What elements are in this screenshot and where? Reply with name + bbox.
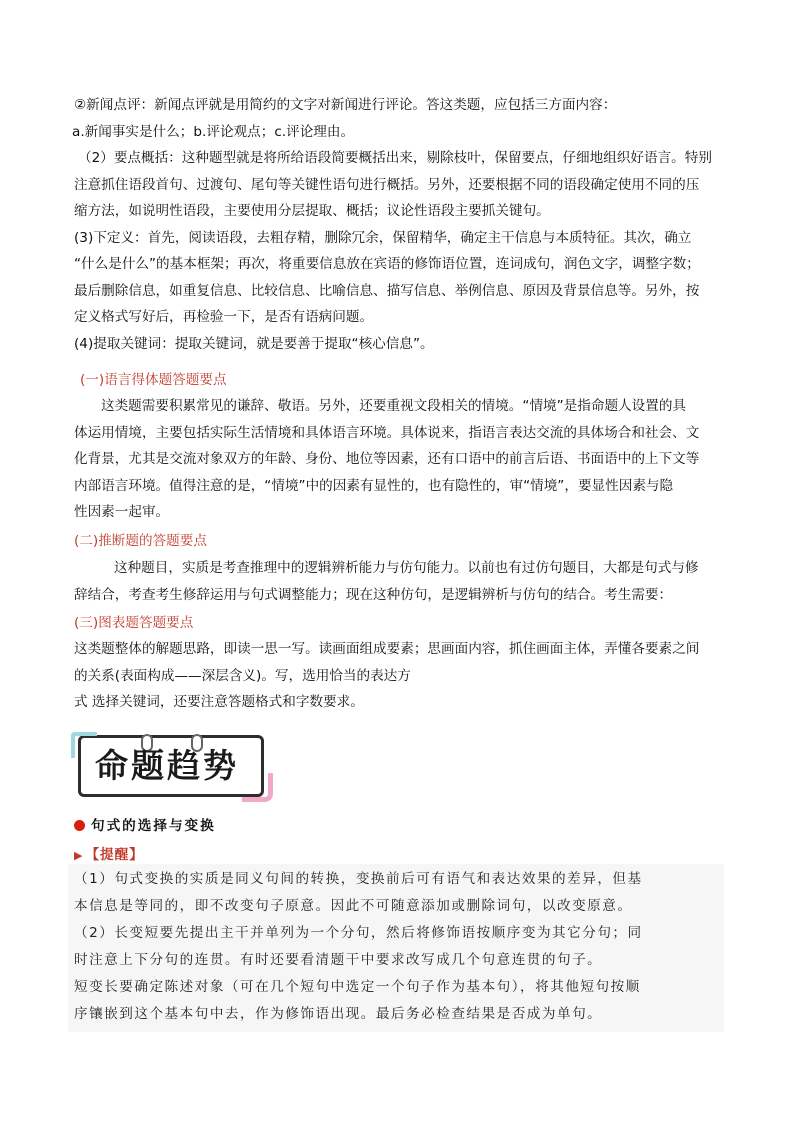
section1-paragraph: [74, 393, 722, 526]
banner-frame: [78, 735, 264, 797]
bullet-dot-icon: [74, 820, 85, 831]
text-line: 式 选择关键词，还要注意答题格式和字数要求。: [74, 694, 364, 710]
text-line: 性因素一起审。: [74, 504, 170, 520]
section-heading: (二)推断题的答题要点: [74, 533, 207, 549]
text-line: 最后删除信息，如重复信息、比较信息、比喻信息、描写信息、举例信息、原因及背景信息等。另外，按: [74, 282, 700, 299]
text-line: 化背景，尤其是交流对象双方的年龄、身份、地位等因素，还有口语中的前言后语、书面语中的上下文等: [74, 451, 700, 467]
text-line: 内部语言环境。值得注意的是，“情境”中的因素有显性的，也有隐性的，审“情境”，要显性因素与隐: [74, 477, 674, 494]
text-line: 辞结合，考查考生修辞运用与句式调整能力；现在这种仿句，是逻辑辨析与仿句的结合。考生需要：: [74, 586, 673, 603]
text-line: (4)提取关键词：提取关键词，就是要善于提取“核心信息”。: [74, 335, 434, 352]
text-line: 这类题整体的解题思路，即读一思一写。读画面组成要素；思画面内容，抓住画面主体，弄懂各要素之间: [74, 641, 700, 657]
text-line: 定义格式写好后，再检验一下，是否有语病问题。: [74, 309, 374, 325]
text-line: （1）句式变换的实质是同义句间的转换，变换前后可有语气和表达效果的差异，但基: [74, 871, 643, 887]
section-heading: (一)语言得体题答题要点: [80, 372, 227, 388]
tip-label: [74, 843, 144, 863]
text-line: 本信息是等同的，即不改变句子原意。因此不可随意添加或删除词句，以改变原意。: [74, 898, 633, 914]
text-line: 注意抓住语段首句、过渡句、尾句等关键性语句进行概括。另外，还要根据不同的语段确定使用不同的压: [74, 176, 700, 193]
text-line: （2）要点概括：这种题型就是将所给语段简要概括出来，剔除枝叶，保留要点，仔细地组织好语言。特别: [78, 150, 712, 166]
text-line: 缩方法，如说明性语段，主要使用分层提取、概括；议论性语段主要抓关键句。: [74, 203, 550, 219]
text-line: 时注意上下分句的连贯。有时还要看清题干中要求改写成几个句意连贯的句子。: [74, 952, 603, 968]
text-line: 这类题需要积累常见的谦辞、敬语。另外，还要重视文段相关的情境。“情境”是指命题人设置的具: [101, 398, 687, 414]
triangle-icon: ▶: [74, 849, 84, 862]
text-line: (3)下定义：首先，阅读语段，去粗存精，删除冗余，保留精华，确定主干信息与本质特征。其次，确立: [74, 229, 692, 246]
text-line: （2）长变短要先提出主干并单列为一个分句，然后将修饰语按顺序变为其它分句；同: [74, 925, 643, 941]
trend-section-title: [74, 814, 216, 834]
trend-title-text: 句式的选择与变换: [91, 818, 216, 834]
section3-paragraph: [74, 636, 722, 716]
text-line: 序镶嵌到这个基本句中去，作为修饰语出现。最后务必检查结果是否成为单句。: [74, 1006, 603, 1022]
section-heading: (三)图表题答题要点: [74, 615, 194, 631]
tip-label-text: 【提醒】: [85, 847, 144, 863]
text-line: 的关系(表面构成——深层含义)。写，选用恰当的表达方: [74, 667, 411, 684]
text-line: 这种题目，实质是考查推理中的逻辑辨析能力与仿句能力。以前也有过仿句题目，大都是句式与修: [114, 560, 699, 576]
tip-content: [74, 866, 724, 1028]
section2-paragraph: [74, 555, 722, 608]
trend-banner: [74, 727, 264, 797]
text-line: “什么是什么”的基本框架；再次，将重要信息放在宾语的修饰语位置，连词成句，润色文字，调整字数；: [74, 256, 700, 272]
text-line: 体运用情境，主要包括实际生活情境和具体语言环境。具体说来，指语言表达交流的具体场合和社会、文: [74, 424, 700, 441]
text-line: 短变长要确定陈述对象（可在几个短句中选定一个句子作为基本句），将其他短句按顺: [74, 979, 641, 995]
banner-title: 命题趋势: [95, 746, 239, 785]
text-line: a.新闻事实是什么；b.评论观点；c.评论理由。: [72, 123, 355, 140]
intro-paragraph: [74, 92, 722, 357]
text-line: ②新闻点评：新闻点评就是用简约的文字对新闻进行评论。答这类题，应包括三方面内容：: [74, 97, 617, 113]
